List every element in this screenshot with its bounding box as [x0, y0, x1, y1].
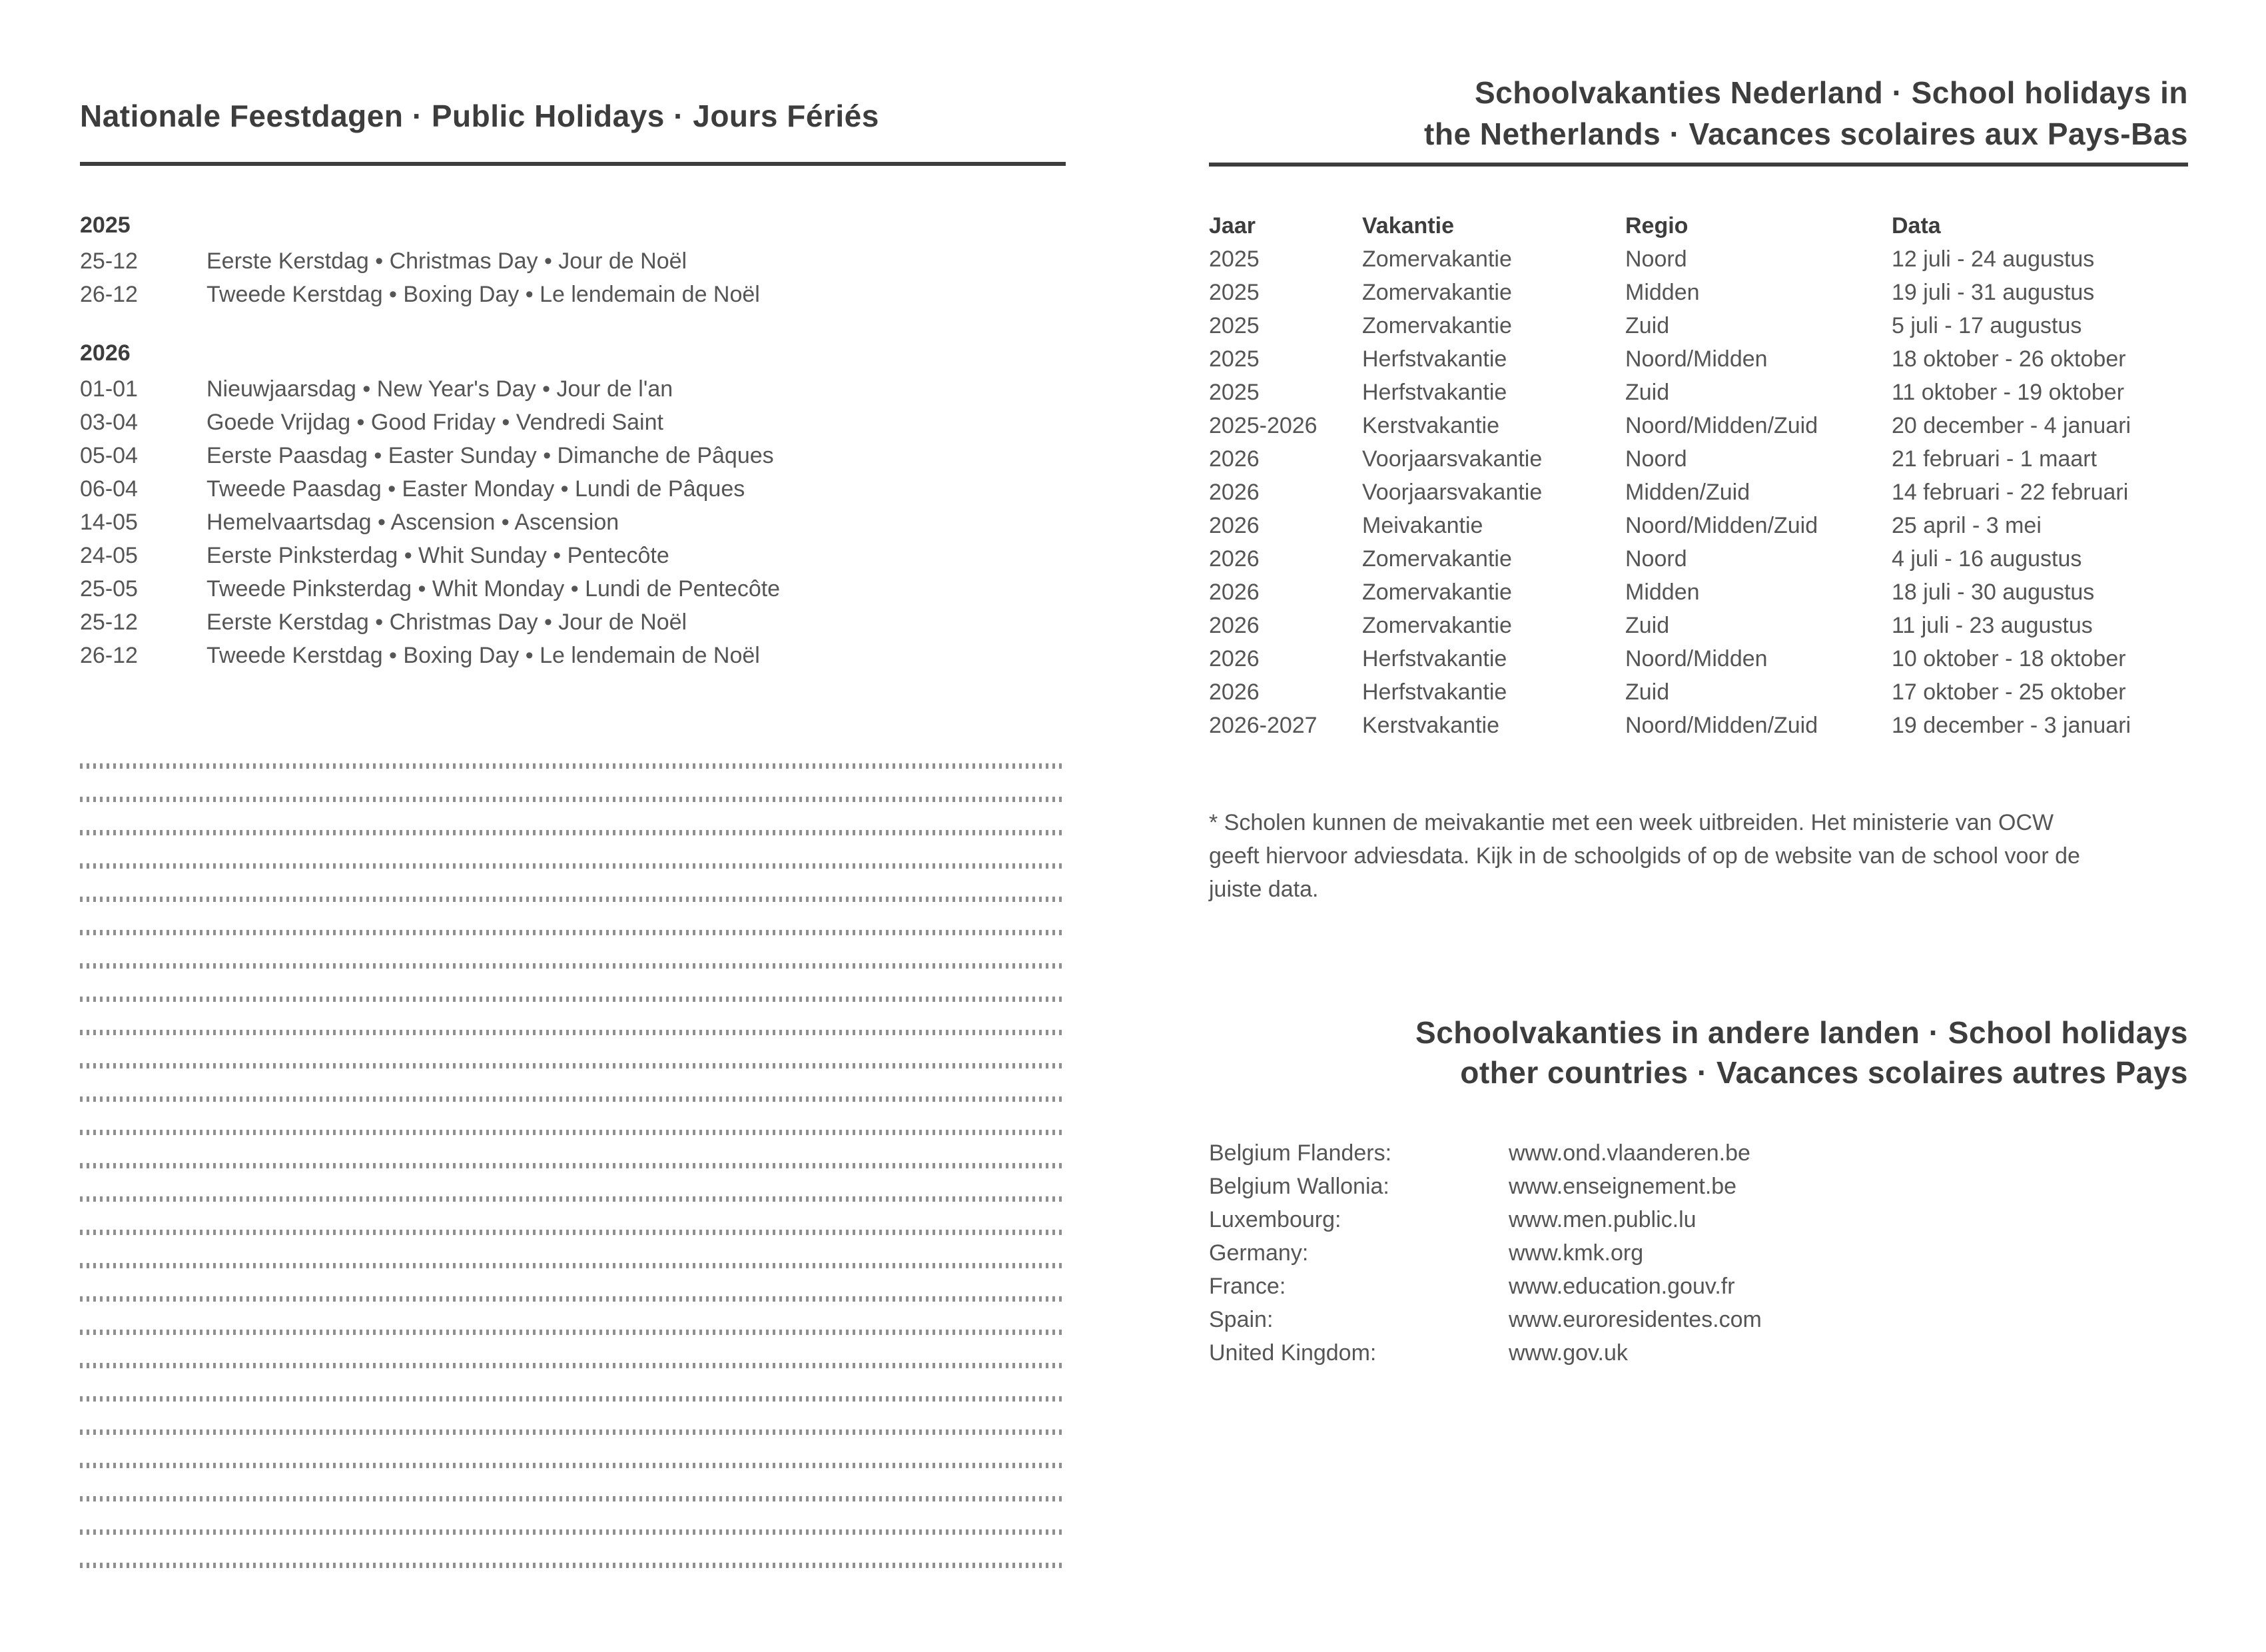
country-label: Germany: [1209, 1240, 1309, 1266]
other-countries-title-line1: Schoolvakanties in andere landen · School holidays [1415, 1015, 2188, 1050]
cell-regio: Noord [1625, 446, 1687, 472]
table-row [1209, 675, 2188, 709]
country-label: France: [1209, 1274, 1286, 1299]
country-link-row [1209, 1303, 2188, 1336]
cell-jaar: 2025 [1209, 313, 1260, 338]
holiday-date: 26-12 [80, 643, 138, 668]
other-countries-title-line2: other countries · Vacances scolaires autres Pays [1460, 1055, 2188, 1090]
cell-jaar: 2026 [1209, 546, 1260, 572]
holiday-list-2025 [80, 244, 1066, 311]
cell-data: 10 oktober - 18 oktober [1892, 646, 2126, 671]
cell-data: 11 oktober - 19 oktober [1892, 380, 2125, 405]
cell-regio: Noord [1625, 546, 1687, 572]
public-holidays-column [80, 0, 1066, 1568]
dotted-note-line [80, 1235, 1066, 1268]
header-cell-jaar: Jaar [1209, 213, 1256, 238]
holiday-date: 01-01 [80, 376, 138, 402]
country-link-row [1209, 1203, 2188, 1236]
country-url: www.education.gouv.fr [1509, 1274, 1735, 1299]
school-holidays-nl-title [1209, 72, 2188, 167]
table-row [1209, 476, 2188, 509]
dotted-note-line [80, 1302, 1066, 1335]
cell-jaar: 2026 [1209, 580, 1260, 605]
country-link-row [1209, 1236, 2188, 1270]
holiday-name: Nieuwjaarsdag • New Year's Day • Jour de l'an [206, 376, 673, 402]
holiday-date: 14-05 [80, 510, 138, 535]
country-url: www.gov.uk [1509, 1340, 1628, 1366]
cell-vakantie: Herfstvakantie [1362, 380, 1507, 405]
table-header-row [1209, 209, 2188, 242]
cell-vakantie: Herfstvakantie [1362, 646, 1507, 671]
header-cell-vakantie: Vakantie [1362, 213, 1454, 238]
cell-regio: Midden [1625, 580, 1700, 605]
cell-vakantie: Meivakantie [1362, 513, 1483, 538]
holiday-row [80, 506, 1066, 539]
cell-data: 11 juli - 23 augustus [1892, 613, 2093, 638]
table-row [1209, 409, 2188, 442]
cell-regio: Noord/Midden/Zuid [1625, 413, 1818, 438]
country-url: www.enseignement.be [1509, 1174, 1737, 1199]
dotted-note-line [80, 835, 1066, 869]
cell-jaar: 2025 [1209, 346, 1260, 372]
cell-data: 25 april - 3 mei [1892, 513, 2042, 538]
holiday-date: 25-12 [80, 248, 138, 274]
country-link-row [1209, 1336, 2188, 1370]
holiday-date: 26-12 [80, 282, 138, 307]
cell-regio: Noord/Midden/Zuid [1625, 713, 1818, 738]
holiday-date: 06-04 [80, 476, 138, 502]
cell-jaar: 2025 [1209, 380, 1260, 405]
table-row [1209, 509, 2188, 542]
cell-regio: Noord/Midden [1625, 346, 1768, 372]
table-row [1209, 576, 2188, 609]
cell-regio: Zuid [1625, 613, 1670, 638]
holiday-name: Tweede Paasdag • Easter Monday • Lundi de Pâques [206, 476, 745, 502]
table-row [1209, 709, 2188, 742]
holiday-row [80, 372, 1066, 406]
header-cell-regio: Regio [1625, 213, 1689, 238]
cell-data: 5 juli - 17 augustus [1892, 313, 2082, 338]
school-holidays-nl-title-line2: the Netherlands · Vacances scolaires aux Pays-Bas [1424, 117, 2188, 151]
holiday-name: Tweede Pinksterdag • Whit Monday • Lundi de Pentecôte [206, 576, 781, 602]
cell-regio: Noord/Midden/Zuid [1625, 513, 1818, 538]
dotted-note-line [80, 1268, 1066, 1302]
cell-jaar: 2026 [1209, 480, 1260, 505]
holiday-row [80, 278, 1066, 311]
cell-vakantie: Herfstvakantie [1362, 679, 1507, 705]
cell-vakantie: Zomervakantie [1362, 546, 1512, 572]
dotted-note-line [80, 1501, 1066, 1535]
cell-vakantie: Voorjaarsvakantie [1362, 480, 1543, 505]
cell-jaar: 2025 [1209, 280, 1260, 305]
dotted-note-line [80, 902, 1066, 935]
cell-vakantie: Zomervakantie [1362, 580, 1512, 605]
country-links-list [1209, 1136, 2188, 1370]
country-url: www.ond.vlaanderen.be [1509, 1140, 1750, 1166]
school-holidays-column [1209, 0, 2188, 1370]
school-holidays-table [1209, 209, 2188, 742]
cell-data: 4 juli - 16 augustus [1892, 546, 2082, 572]
cell-regio: Midden [1625, 280, 1700, 305]
public-holidays-title: Nationale Feestdagen · Public Holidays · Jours Fériés [80, 97, 1066, 166]
cell-jaar: 2026 [1209, 679, 1260, 705]
cell-vakantie: Zomervakantie [1362, 280, 1512, 305]
dotted-note-line [80, 1402, 1066, 1435]
cell-data: 17 oktober - 25 oktober [1892, 679, 2126, 705]
dotted-note-line [80, 1068, 1066, 1102]
cell-jaar: 2026 [1209, 513, 1260, 538]
dotted-note-line [80, 735, 1066, 769]
country-label: Spain: [1209, 1307, 1274, 1332]
country-url: www.men.public.lu [1509, 1207, 1697, 1232]
dotted-note-line [80, 1002, 1066, 1035]
cell-regio: Noord [1625, 246, 1687, 272]
dotted-note-line [80, 1335, 1066, 1368]
holiday-name: Goede Vrijdag • Good Friday • Vendredi Saint [206, 410, 663, 435]
holiday-name: Hemelvaartsdag • Ascension • Ascension [206, 510, 619, 535]
meivakantie-note [1209, 806, 2188, 906]
other-countries-title [1209, 1013, 2188, 1092]
dotted-note-line [80, 969, 1066, 1002]
cell-jaar: 2025-2026 [1209, 413, 1318, 438]
cell-data: 21 februari - 1 maart [1892, 446, 2097, 472]
cell-regio: Zuid [1625, 313, 1670, 338]
table-row [1209, 442, 2188, 476]
dotted-note-line [80, 1035, 1066, 1068]
meivakantie-note-line1: * Scholen kunnen de meivakantie met een week uitbreiden. Het ministerie van OCW [1209, 810, 2054, 835]
header-cell-data: Data [1892, 213, 1941, 238]
holiday-date: 05-04 [80, 443, 138, 468]
holiday-name: Eerste Pinksterdag • Whit Sunday • Pentecôte [206, 543, 669, 568]
notes-ruled-area [80, 735, 1066, 1568]
cell-jaar: 2026 [1209, 446, 1260, 472]
country-link-row [1209, 1270, 2188, 1303]
cell-data: 12 juli - 24 augustus [1892, 246, 2095, 272]
cell-vakantie: Zomervakantie [1362, 246, 1512, 272]
holiday-row [80, 406, 1066, 439]
meivakantie-note-line2: geeft hiervoor adviesdata. Kijk in de schoolgids of op de website van de school voor de [1209, 843, 2080, 869]
table-row [1209, 309, 2188, 342]
holiday-name: Eerste Kerstdag • Christmas Day • Jour de Noël [206, 610, 687, 635]
dotted-note-line [80, 869, 1066, 902]
cell-regio: Zuid [1625, 380, 1670, 405]
country-url: www.euroresidentes.com [1509, 1307, 1762, 1332]
table-row [1209, 276, 2188, 309]
country-label: Luxembourg: [1209, 1207, 1341, 1232]
holiday-row [80, 572, 1066, 606]
holiday-row [80, 606, 1066, 639]
country-label: Belgium Flanders: [1209, 1140, 1392, 1166]
holiday-date: 25-05 [80, 576, 138, 602]
table-row [1209, 376, 2188, 409]
cell-regio: Noord/Midden [1625, 646, 1768, 671]
holiday-row [80, 439, 1066, 472]
cell-jaar: 2025 [1209, 246, 1260, 272]
table-body [1209, 242, 2188, 742]
cell-vakantie: Voorjaarsvakantie [1362, 446, 1543, 472]
cell-data: 18 juli - 30 augustus [1892, 580, 2095, 605]
country-link-row [1209, 1170, 2188, 1203]
country-label: Belgium Wallonia: [1209, 1174, 1389, 1199]
cell-vakantie: Herfstvakantie [1362, 346, 1507, 372]
cell-data: 20 december - 4 januari [1892, 413, 2131, 438]
cell-data: 18 oktober - 26 oktober [1892, 346, 2126, 372]
cell-regio: Zuid [1625, 679, 1670, 705]
cell-vakantie: Zomervakantie [1362, 313, 1512, 338]
year-heading-2026: 2026 [80, 340, 131, 366]
cell-data: 19 juli - 31 augustus [1892, 280, 2095, 305]
dotted-note-line [80, 1102, 1066, 1135]
dotted-note-line [80, 1535, 1066, 1568]
holiday-row [80, 244, 1066, 278]
cell-jaar: 2026 [1209, 613, 1260, 638]
cell-jaar: 2026-2027 [1209, 713, 1318, 738]
cell-data: 14 februari - 22 februari [1892, 480, 2129, 505]
holiday-date: 24-05 [80, 543, 138, 568]
dotted-note-line [80, 1368, 1066, 1402]
dotted-note-line [80, 1468, 1066, 1501]
holiday-name: Tweede Kerstdag • Boxing Day • Le lendemain de Noël [206, 282, 760, 307]
table-row [1209, 542, 2188, 576]
cell-vakantie: Zomervakantie [1362, 613, 1512, 638]
table-row [1209, 242, 2188, 276]
holiday-name: Eerste Paasdag • Easter Sunday • Dimanche de Pâques [206, 443, 774, 468]
dotted-note-line [80, 802, 1066, 835]
dotted-note-line [80, 769, 1066, 802]
holiday-row [80, 639, 1066, 672]
dotted-note-line [80, 1202, 1066, 1235]
country-link-row [1209, 1136, 2188, 1170]
dotted-note-line [80, 935, 1066, 969]
holiday-row [80, 539, 1066, 572]
year-heading-2025: 2025 [80, 212, 131, 238]
dotted-note-line [80, 1168, 1066, 1202]
holiday-date: 03-04 [80, 410, 138, 435]
cell-data: 19 december - 3 januari [1892, 713, 2131, 738]
cell-vakantie: Kerstvakantie [1362, 413, 1499, 438]
dotted-note-line [80, 1435, 1066, 1468]
table-row [1209, 609, 2188, 642]
holiday-list-2026 [80, 372, 1066, 672]
meivakantie-note-line3: juiste data. [1209, 877, 1319, 902]
cell-vakantie: Kerstvakantie [1362, 713, 1499, 738]
table-row [1209, 342, 2188, 376]
table-row [1209, 642, 2188, 675]
holiday-name: Eerste Kerstdag • Christmas Day • Jour de Noël [206, 248, 687, 274]
holiday-row [80, 472, 1066, 506]
holiday-name: Tweede Kerstdag • Boxing Day • Le lendemain de Noël [206, 643, 760, 668]
school-holidays-nl-title-line1: Schoolvakanties Nederland · School holidays in [1474, 75, 2188, 110]
dotted-note-line [80, 1135, 1066, 1168]
country-url: www.kmk.org [1509, 1240, 1644, 1266]
country-label: United Kingdom: [1209, 1340, 1377, 1366]
holiday-date: 25-12 [80, 610, 138, 635]
cell-regio: Midden/Zuid [1625, 480, 1750, 505]
cell-jaar: 2026 [1209, 646, 1260, 671]
